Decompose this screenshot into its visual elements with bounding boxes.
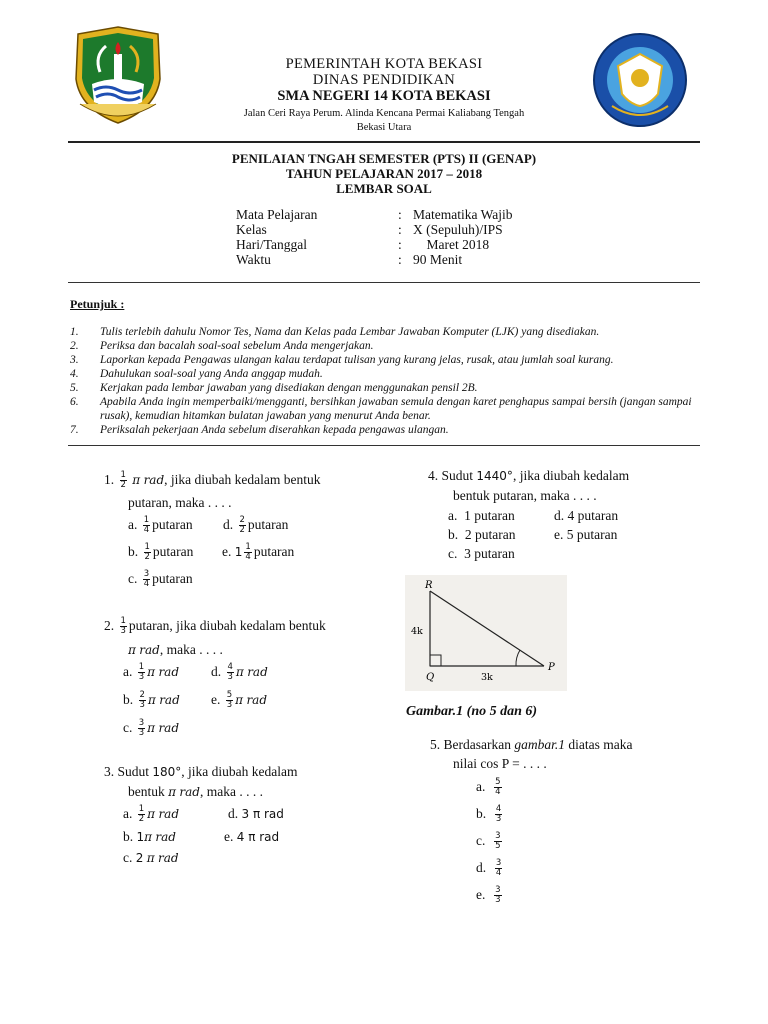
vertex-q: Q: [426, 672, 435, 683]
info-value: Matematika Wajib: [413, 207, 513, 222]
question-3: 3. Sudut 180°, jika diubah kedalam: [104, 764, 298, 779]
info-divider: [68, 282, 700, 283]
q5-option-d: d. $\frac{3}{4}$: [476, 858, 502, 879]
q4-option-d: d. 4 putaran: [554, 508, 619, 523]
question-2: 2. $\frac{1}{3}$ putaran, jika diubah kedalam bentuk: [104, 616, 326, 637]
instruction-item: 3. Laporkan kepada Pengawas ulangan kalau terdapat tulisan yang kurang jelas, rusak, atau jumlah soal kurang.: [70, 354, 614, 366]
question-1: 1. $\frac{1}{2}$ π rad, jika diubah kedalam bentuk: [104, 470, 321, 491]
vertex-r: R: [425, 580, 433, 591]
header-government: PEMERINTAH KOTA BEKASI: [285, 56, 483, 72]
question-3-line-2: bentuk π rad, maka . . . .: [128, 784, 263, 799]
sheet-title: LEMBAR SOAL: [336, 181, 432, 196]
question-5: 5. Berdasarkan gambar.1 diatas maka: [430, 737, 633, 752]
q2-option-c: c. $\frac{3}{3}$ π rad: [123, 718, 180, 739]
q4-option-b: b. 2 putaran: [448, 527, 516, 542]
q5-option-c: c. $\frac{3}{5}$: [476, 831, 501, 852]
logo-right: [592, 32, 688, 128]
instruction-item: 5. Kerjakan pada lembar jawaban yang disediakan dengan menggunakan pensil 2B.: [70, 382, 478, 394]
info-separator: :: [398, 207, 402, 222]
info-label: Mata Pelajaran: [236, 207, 318, 222]
q3-option-e: e. 4 π rad: [224, 829, 280, 844]
q3-option-d: d. 3 π rad: [228, 806, 284, 821]
header-divider: [68, 141, 700, 143]
q5-option-a: a. $\frac{5}{4}$: [476, 777, 501, 798]
q1-option-a: a. $\frac{1}{4}$ putaran: [128, 515, 193, 536]
q2-option-b: b. $\frac{2}{3}$ π rad: [123, 690, 180, 711]
instruction-item: 6. Apabila Anda ingin memperbaiki/mengganti, bersihkan jawaban semula dengan karet penghapus sampai bersih (jangan sampai rusak), kemudian hitamkan bulatan jawaban yang menurut Anda benar.: [70, 396, 692, 422]
instruction-item: 7. Periksalah pekerjaan Anda sebelum diserahkan kepada pengawas ulangan.: [70, 424, 449, 436]
q1-option-e: e. 1 $\frac{1}{4}$ putaran: [222, 542, 295, 563]
q2-option-d: d. $\frac{4}{3}$ π rad: [211, 662, 268, 683]
label-3k: 3k: [481, 672, 493, 683]
q3-option-b: b. 1π rad: [123, 829, 176, 844]
triangle-figure: [405, 575, 567, 691]
info-label: Kelas: [236, 222, 267, 237]
instruction-item: 1. Tulis terlebih dahulu Nomor Tes, Nama dan Kelas pada Lembar Jawaban Komputer (LJK) yang disediakan.: [70, 326, 600, 338]
question-4: 4. Sudut 1440°, jika diubah kedalam: [428, 468, 630, 483]
q1-option-d: d. $\frac{2}{2}$ putaran: [223, 515, 289, 536]
instructions-heading: Petunjuk :: [70, 297, 125, 311]
info-value: Maret 2018: [413, 237, 490, 252]
address-line-1: Jalan Ceri Raya Perum. Alinda Kencana Permai Kaliabang Tengah: [243, 108, 525, 119]
instructions-list: [70, 325, 702, 437]
q5-option-e: e. $\frac{3}{3}$: [476, 885, 501, 906]
info-separator: :: [398, 252, 402, 267]
info-label: Waktu: [236, 252, 271, 267]
question-2-line-2: π rad, maka . . . .: [128, 642, 223, 657]
q3-option-c: c. 2 π rad: [123, 850, 179, 865]
address-line-2: Bekasi Utara: [356, 122, 412, 133]
info-separator: :: [398, 222, 402, 237]
label-4k: 4k: [411, 626, 423, 637]
academic-year: TAHUN PELAJARAN 2017 – 2018: [285, 166, 483, 181]
info-value: X (Sepuluh)/IPS: [413, 222, 503, 237]
header-department: DINAS PENDIDIKAN: [312, 72, 456, 88]
q2-option-e: e. $\frac{5}{3}$ π rad: [211, 690, 268, 711]
q4-option-c: c. 3 putaran: [448, 546, 515, 561]
vertex-p: P: [548, 662, 555, 673]
header-school: SMA NEGERI 14 KOTA BEKASI: [277, 88, 491, 104]
question-1-line-2: putaran, maka . . . .: [128, 495, 232, 510]
exam-title: PENILAIAN TNGAH SEMESTER (PTS) II (GENAP): [231, 151, 537, 166]
instruction-item: 4. Dahulukan soal-soal yang Anda anggap mudah.: [70, 368, 323, 380]
q1-option-b: b. $\frac{1}{2}$ putaran: [128, 542, 194, 563]
q3-option-a: a. $\frac{1}{2}$ π rad: [123, 804, 180, 825]
q5-option-b: b. $\frac{4}{3}$: [476, 804, 502, 825]
question-4-line-2: bentuk putaran, maka . . . .: [453, 488, 597, 503]
info-label: Hari/Tanggal: [236, 237, 308, 252]
fraction: $\frac{1}{2}$: [120, 470, 126, 491]
q4-option-a: a. 1 putaran: [448, 508, 515, 523]
info-value: 90 Menit: [413, 252, 463, 267]
figure-caption: Gambar.1 (no 5 dan 6): [406, 704, 538, 719]
instruction-item: 2. Periksa dan bacalah soal-soal sebelum Anda mengerjakan.: [70, 340, 374, 352]
instructions-divider: [68, 445, 700, 446]
info-separator: :: [398, 237, 402, 252]
q2-option-a: a. $\frac{1}{3}$ π rad: [123, 662, 180, 683]
question-5-line-2: nilai cos P = . . . .: [453, 756, 547, 771]
q4-option-e: e. 5 putaran: [554, 527, 618, 542]
q1-option-c: c. $\frac{3}{4}$ putaran: [128, 569, 193, 590]
